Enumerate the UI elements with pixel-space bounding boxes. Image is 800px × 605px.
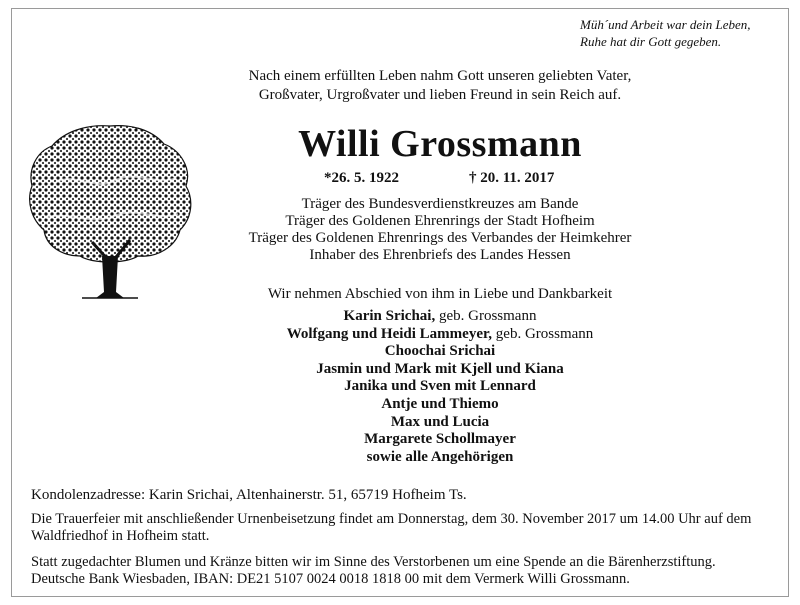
mourner-name: Janika und Sven mit Lennard xyxy=(344,378,536,395)
donation-info xyxy=(31,554,781,588)
mourner-row xyxy=(220,396,660,414)
mourner-name: Antje und Thiemo xyxy=(381,395,499,412)
mourner-row xyxy=(220,378,660,396)
donation-info-line-1: Statt zugedachter Blumen und Kränze bitten wir im Sinne des Verstorbenen um eine Spende an die Bärenherzstiftung. xyxy=(31,554,716,570)
deceased-name: Willi Grossmann xyxy=(298,123,582,165)
mourner-name: sowie alle Angehörigen xyxy=(366,448,514,465)
intro-text xyxy=(220,67,660,105)
mourner-note: geb. Grossmann xyxy=(492,325,594,342)
mourner-row xyxy=(220,414,660,432)
death-date: † 20. 11. 2017 xyxy=(469,170,555,186)
mourner-name: Max und Lucia xyxy=(390,413,490,430)
mourner-name: Margarete Schollmayer xyxy=(364,431,516,448)
farewell-line: Wir nehmen Abschied von ihm in Liebe und Dankbarkeit xyxy=(267,286,613,302)
motto-line-2: Ruhe hat dir Gott gegeben. xyxy=(580,34,722,49)
mourner-row xyxy=(220,308,660,326)
mourner-name: Jasmin und Mark mit Kjell und Kiana xyxy=(316,360,564,377)
mourner-note: geb. Grossmann xyxy=(435,308,537,324)
mourner-row xyxy=(220,449,660,467)
mourner-row xyxy=(220,326,660,344)
honor-item: Träger des Goldenen Ehrenrings der Stadt Hofheim xyxy=(285,213,595,229)
donation-info-line-2: Deutsche Bank Wiesbaden, IBAN: DE21 5107 0024 0018 1818 00 mit dem Vermerk Willi Grossmann. xyxy=(31,571,630,587)
mourner-name: Wolfgang und Heidi Lammeyer, xyxy=(286,325,493,342)
funeral-info-line-2: Waldfriedhof in Hofheim statt. xyxy=(31,528,210,544)
condolence-address: Kondolenzadresse: Karin Srichai, Altenhainerstr. 51, 65719 Hofheim Ts. xyxy=(31,487,467,503)
honors-list xyxy=(220,196,660,264)
tree-icon xyxy=(26,122,194,300)
intro-line-2: Großvater, Urgroßvater und lieben Freund in sein Reich auf. xyxy=(258,87,622,103)
funeral-info-line-1: Die Trauerfeier mit anschließender Urnenbeisetzung findet am Donnerstag, dem 30. November 2017 um 14.00 Uhr auf dem xyxy=(31,511,752,527)
motto-line-1: Müh´und Arbeit war dein Leben, xyxy=(580,17,751,32)
motto xyxy=(526,16,776,50)
honor-item: Inhaber des Ehrenbriefs des Landes Hessen xyxy=(309,247,571,263)
intro-line-1: Nach einem erfüllten Leben nahm Gott unseren geliebten Vater, xyxy=(248,68,632,84)
mourner-row xyxy=(220,431,660,449)
honor-item: Träger des Bundesverdienstkreuzes am Bande xyxy=(301,196,579,212)
birth-date: *26. 5. 1922 xyxy=(324,170,399,186)
mourner-row xyxy=(220,361,660,379)
honor-item: Träger des Goldenen Ehrenrings des Verbandes der Heimkehrer xyxy=(248,230,632,246)
funeral-info xyxy=(31,511,781,545)
mourners-list xyxy=(220,308,660,466)
mourner-name: Choochai Srichai xyxy=(384,343,496,360)
mourner-name: Karin Srichai, xyxy=(343,308,436,324)
mourner-row xyxy=(220,343,660,361)
